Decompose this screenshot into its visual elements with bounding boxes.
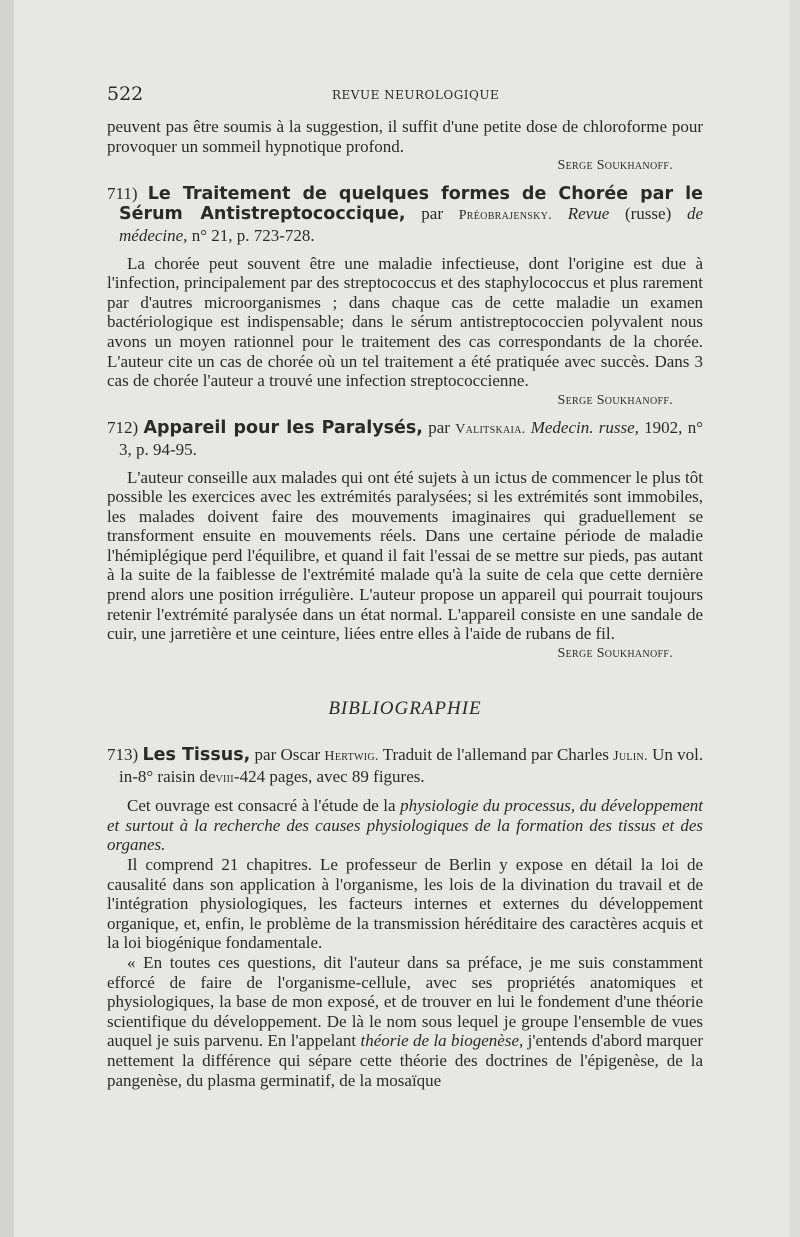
entry-712-ref: 1902, n° 3, p. 94-95. — [119, 418, 703, 459]
entry-712-title: Appareil pour les Paralysés, — [143, 418, 423, 439]
entry-712-number: 712) — [107, 418, 139, 438]
entry-713-para-1 — [107, 796, 703, 855]
entry-713-translated: Traduit de l'allemand par Charles — [382, 745, 609, 765]
entry-712-par: par — [428, 418, 450, 438]
entry-711-author: Préobrajensky. — [458, 208, 552, 224]
page-shadow-left — [0, 0, 14, 1237]
page-number: 522 — [107, 83, 144, 105]
entry-712-heading — [107, 418, 703, 459]
entry-713-para-2: Il comprend 21 chapitres. Le professeur de Berlin y expose en détail la loi de causalité dans son application à l'organisme, les lois de la divination du travail et de l'intégration physiologiques, les facteurs internes et externes du développement organique, et, enfin, le problème de la transmission héréditaire des caractères acquis et la loi biogénique fondamentale. — [107, 855, 703, 953]
journal-title: REVUE NEUROLOGIQUE — [332, 88, 500, 102]
entry-713-para-1-italic: physiologie du processus, du développement et surtout à la recherche des causes physiologiques de la formation des tissus et des organes. — [107, 796, 704, 855]
bibliography-heading: BIBLIOGRAPHIE — [328, 698, 482, 720]
entry-713-vol-pages: viii — [215, 770, 234, 786]
page-content — [107, 117, 703, 1090]
intro-paragraph: peuvent pas être soumis à la suggestion, il suffit d'une petite dose de chloroforme pour provoquer un sommeil hypnotique profond. — [107, 117, 703, 156]
entry-713-para-3-italic: théorie de la biogenèse, — [360, 1031, 524, 1051]
entry-712-signature: Serge Soukhanoff. — [557, 645, 673, 661]
entry-713-number: 713) — [107, 745, 139, 765]
entry-711-number: 711) — [107, 183, 138, 203]
entry-713-pre-author: par Oscar — [254, 745, 321, 765]
intro-signature: Serge Soukhanoff. — [557, 158, 673, 174]
entry-711-body: La chorée peut souvent être une maladie infectieuse, dont l'origine est due à l'infection, principalement par des streptococcus et des staphylococcus et plus rarement par d'autres microorganismes ; dans chaque cas de cette maladie un examen bactériologique est indispensable; dans le sérum antistreptococcien polyvalent nous avons un moyen rationnel pour le traitement des cas correspondants de la chorée. L'auteur cite un cas de chorée où un tel traitement a été pratiquée avec succès. Dans 3 cas de chorée l'auteur a trouvé une infection streptococcienne. — [107, 253, 703, 391]
entry-711-heading — [107, 184, 703, 246]
entry-712-author: Valitskaia. — [455, 422, 526, 438]
running-head — [107, 83, 707, 105]
entry-713-para-3-text: « En toutes ces questions, dit l'auteur dans sa préface, je me suis constamment efforcé de faire de l'organisme-cellule, avec ses propriétés anatomiques et physiologiques, la base de mon exposé, et de trouver en lui le fondement d'une théorie scientifique du développement. De là le nom sous lequel je groupe l'ensemble de vues auquel je suis parvenu. En l'appelant — [107, 952, 703, 1051]
entry-713-para-1-text: Cet ouvrage est consacré à l'étude de la — [127, 796, 396, 816]
entry-712-journal: Medecin. russe, — [530, 418, 639, 438]
entry-713-author: Hertwig. — [324, 749, 379, 765]
entry-711-journal-note: (russe) — [624, 204, 672, 224]
entry-711-journal: Revue — [567, 204, 610, 224]
entry-711-journal-rest: de médecine, — [119, 204, 703, 245]
page-shadow-right — [790, 0, 800, 1237]
entry-713-translator: Julin. — [613, 749, 648, 765]
entry-712-body: L'auteur conseille aux malades qui ont été sujets à un ictus de commencer le plus tôt possible les exercices avec les extrémités paralysées; si les extrémités sont immobiles, les malades doivent faire des mouvements imaginaires qui graduellement se transforment ensuite en mouvements réels. Dans une certaine période de maladie l'hémiplégique perd l'équilibre, et quand il fait l'essai de se mettre sur pieds, pas autant à la suite de la faiblesse de l'extrémité malade qu'à la suite de cela que cette dernière prend alors une position irrégulière. L'auteur propose un appareil qui pourrait toujours retenir l'extrémité paralysée dans un état normal. L'appareil consiste en une sandale de cuir, une jarretière et une ceinture, liées entre elles à l'aide de rubans de fil. — [107, 467, 703, 644]
entry-713-heading — [107, 745, 703, 788]
entry-711-ref: n° 21, p. 723-728. — [191, 225, 315, 245]
entry-713-vol-rest: -424 pages, avec 89 figures. — [233, 766, 425, 786]
entry-711-title: Le Traitement de quelques formes de Chorée par le Sérum Antistreptococcique, — [119, 183, 704, 225]
entry-711-par: par — [421, 204, 443, 224]
entry-713-vol: Un vol. in-8° raisin de — [119, 745, 704, 786]
entry-711-signature: Serge Soukhanoff. — [557, 392, 673, 408]
entry-713-title: Les Tissus, — [142, 745, 251, 766]
entry-713-para-3 — [107, 953, 703, 1090]
entry-713-para-3-text-end: j'entends d'abord marquer nettement la différence qui sépare cette théorie des doctrines de l'épigenèse, de la pangenèse, du plasma germinatif, de la mosaïque — [107, 1031, 704, 1090]
